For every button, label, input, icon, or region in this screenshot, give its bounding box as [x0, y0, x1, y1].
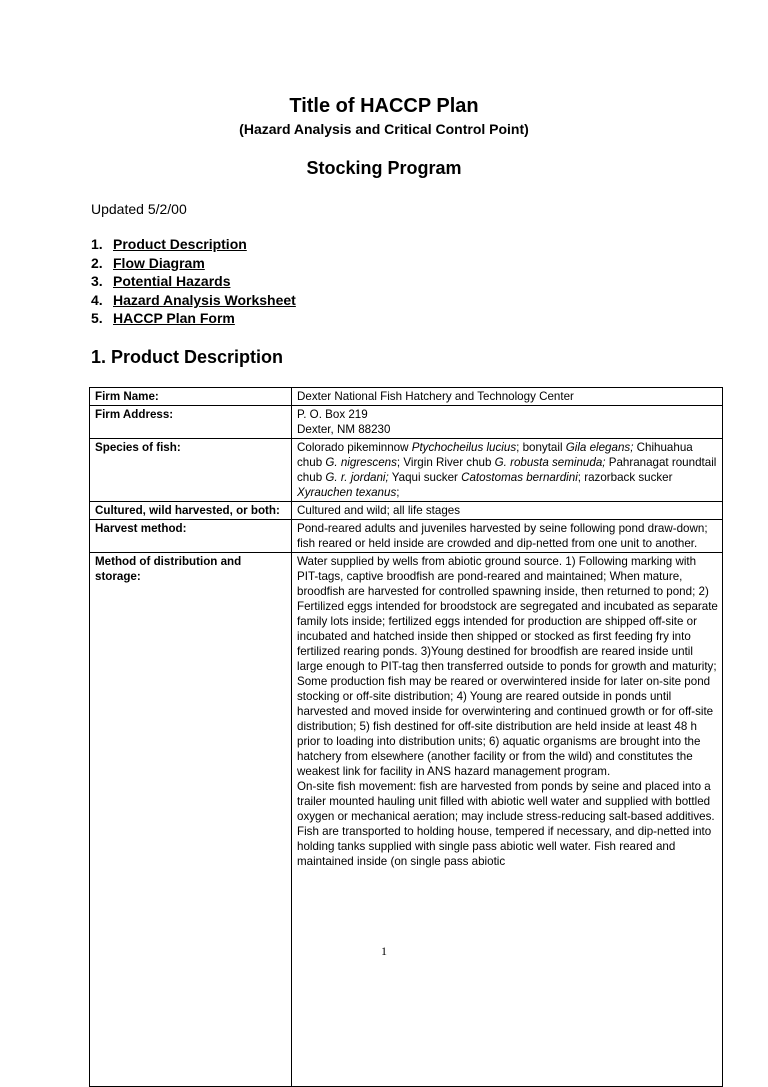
- toc-number: 1.: [91, 236, 103, 252]
- toc-item: [91, 309, 296, 328]
- toc-item: [91, 254, 296, 273]
- toc-number: 4.: [91, 291, 103, 308]
- toc-number: 3.: [91, 273, 103, 290]
- firm-name-value: Dexter National Fish Hatchery and Technology Center: [292, 388, 723, 406]
- toc-number: 2.: [91, 254, 103, 271]
- program-title: Stocking Program: [306, 158, 462, 178]
- page-number: 1: [381, 944, 387, 958]
- toc-item: [91, 272, 296, 291]
- toc-link-hazard-analysis-worksheet[interactable]: Hazard Analysis Worksheet: [113, 291, 296, 308]
- distribution-paragraph: On-site fish movement: fish are harvested from ponds by seine and placed into a trailer mounted hauling unit filled with abiotic well water and supplied with bottled oxygen or mechanical aeration; may include stress-reducing salt-based additives. Fish are transported to holding house, tempered if necessary, and dip-netted into holding tanks supplied with single pass abiotic well water. Fish reared and maintained inside (on single pass abiotic: [297, 780, 715, 868]
- harvest-method-label: Harvest method:: [90, 520, 292, 553]
- table-row: [90, 388, 723, 406]
- toc-link-flow-diagram[interactable]: Flow Diagram: [113, 254, 205, 271]
- firm-address-line: Dexter, NM 88230: [297, 423, 391, 436]
- toc-number: 5.: [91, 310, 103, 327]
- table-row: [90, 439, 723, 502]
- table-row: [90, 406, 723, 439]
- distribution-paragraph: Water supplied by wells from abiotic ground source. 1) Following marking with PIT-tags, captive broodfish are pond-reared and maintained; When mature, broodfish are harvested for controlled spawning inside, then returned to pond; 2) Fertilized eggs intended for broodstock are segregated and incubated as separate family lots inside; fertilized eggs intended for production are shipped off-site or incubated and hatched inside then shipped or stocked as first feeding fry into fertilized rearing ponds. 3)Young destined for broodfish are reared inside until large enough to PIT-tag then transferred outside to ponds for growth and maturity; Some production fish may be reared or overwintered inside for later on-site pond stocking or off-site distribution; 4) Young are reared outside in ponds until harvested and moved inside for overwintering and continued growth or for off-site distribution; 5) fish destined for off-site distribution are held inside at least 48 h prior to loading into distribution units; 6) aquatic organisms are brought into the hatchery from elsewhere (another facility or from the wild) and constitutes the weakest link for facility in ANS hazard management program.: [297, 555, 718, 778]
- firm-address-line: P. O. Box 219: [297, 408, 368, 421]
- table-row: [90, 553, 723, 1087]
- product-description-table: [89, 387, 723, 1087]
- distribution-method-value: [292, 553, 723, 1087]
- document-subtitle: (Hazard Analysis and Critical Control Point): [239, 121, 529, 137]
- document-title: Title of HACCP Plan: [289, 95, 479, 117]
- toc-link-haccp-plan-form[interactable]: HACCP Plan Form: [113, 310, 235, 327]
- toc-link-potential-hazards[interactable]: Potential Hazards: [113, 273, 231, 290]
- updated-date: Updated 5/2/00: [91, 201, 187, 217]
- firm-address-label: Firm Address:: [90, 406, 292, 439]
- toc-item: [91, 291, 296, 310]
- species-label: Species of fish:: [90, 439, 292, 502]
- section-heading: 1. Product Description: [91, 347, 284, 367]
- toc-link-product-description[interactable]: Product Description: [113, 236, 247, 252]
- harvest-method-value: Pond-reared adults and juveniles harvested by seine following pond draw-down; fish reared or held inside are crowded and dip-netted from one unit to another.: [292, 520, 723, 553]
- table-of-contents: [91, 235, 296, 328]
- table-row: [90, 520, 723, 553]
- firm-name-label: Firm Name:: [90, 388, 292, 406]
- table-row: [90, 502, 723, 520]
- cultured-label: Cultured, wild harvested, or both:: [90, 502, 292, 520]
- distribution-method-label: Method of distribution and storage:: [90, 553, 292, 1087]
- toc-item: [91, 235, 296, 254]
- cultured-value: Cultured and wild; all life stages: [292, 502, 723, 520]
- species-value: Colorado pikeminnow Ptychocheilus lucius; bonytail Gila elegans; Chihuahua chub G. nigrescens; Virgin River chub G. robusta seminuda; Pahranagat roundtail chub G. r. jordani; Yaqui sucker Catostomas bernardini; razorback sucker Xyrauchen texanus;: [292, 439, 723, 502]
- firm-address-value: [292, 406, 723, 439]
